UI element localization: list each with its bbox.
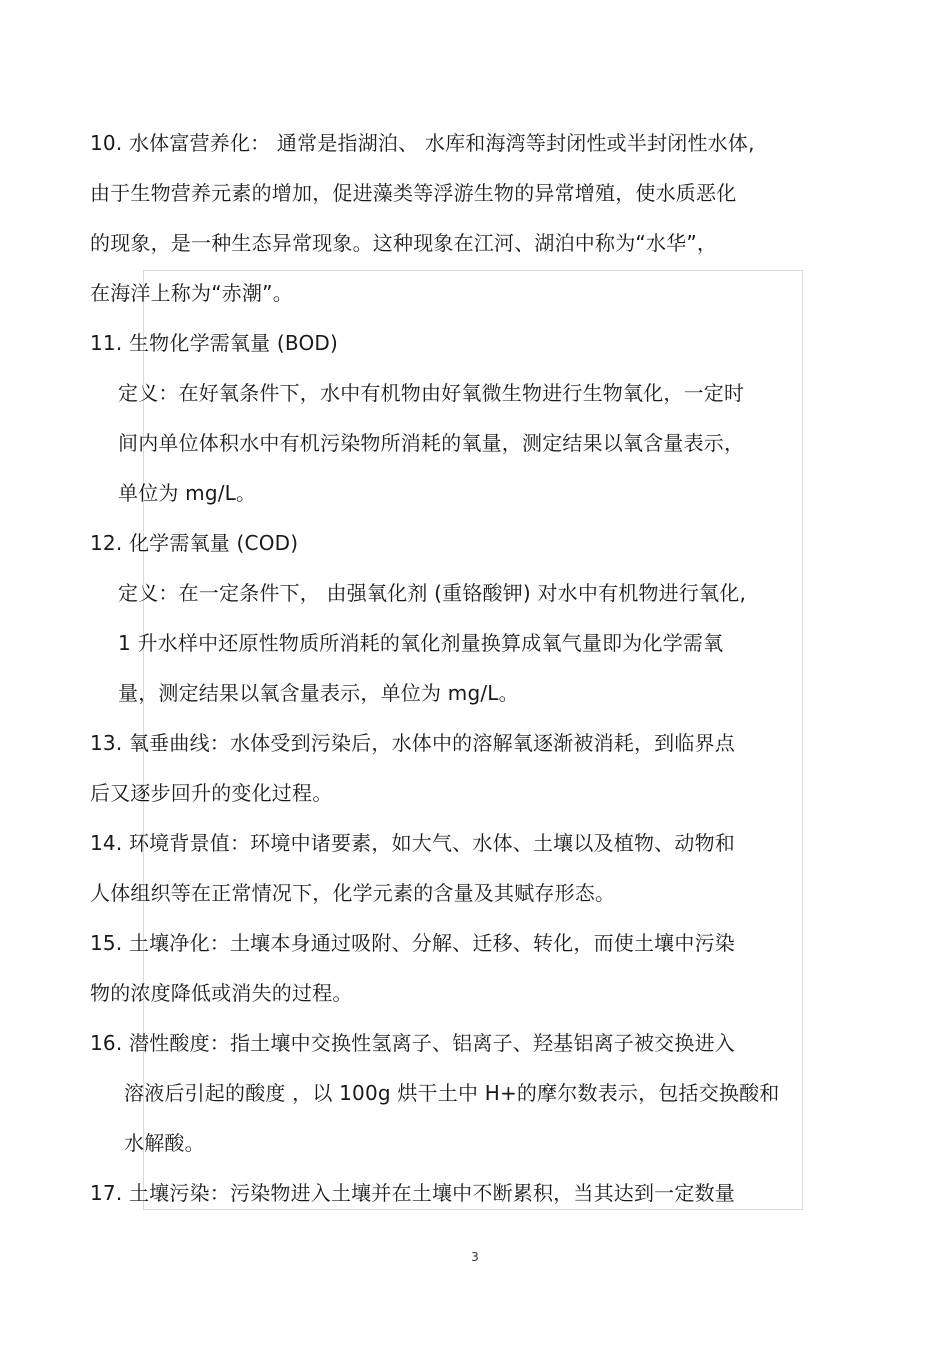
- text-line: 定义：在一定条件下， 由强氧化剂 (重铬酸钾) 对水中有机物进行氧化,: [118, 581, 747, 605]
- item-heading-background-value: 14. 环境背景值：环境中诸要素，如大气、水体、土壤以及植物、动物和: [90, 831, 735, 855]
- item-heading-cod: 12. 化学需氧量 (COD): [90, 531, 299, 555]
- text-line: 由于生物营养元素的增加，促进藻类等浮游生物的异常增殖，使水质恶化: [90, 181, 737, 205]
- item-heading-potential-acidity: 16. 潜性酸度：指土壤中交换性氢离子、铝离子、羟基铝离子被交换进入: [90, 1031, 735, 1055]
- text-line: 的现象，是一种生态异常现象。这种现象在江河、湖泊中称为“水华”，: [90, 231, 718, 255]
- text-line: 物的浓度降低或消失的过程。: [90, 981, 353, 1005]
- text-line: 量，测定结果以氧含量表示，单位为 mg/L。: [118, 681, 519, 705]
- text-line: 定义：在好氧条件下，水中有机物由好氧微生物进行生物氧化，一定时: [118, 381, 745, 405]
- text-line: 在海洋上称为“赤潮”。: [90, 281, 293, 305]
- item-heading-soil-pollution: 17. 土壤污染：污染物进入土壤并在土壤中不断累积，当其达到一定数量: [90, 1181, 735, 1205]
- text-line: 水解酸。: [124, 1131, 205, 1155]
- item-heading-oxygen-sag: 13. 氧垂曲线：水体受到污染后，水体中的溶解氧逐渐被消耗，到临界点: [90, 731, 735, 755]
- text-line: 溶液后引起的酸度 ，以 100g 烘干土中 H+的摩尔数表示，包括交换酸和: [124, 1081, 780, 1105]
- text-line: 间内单位体积水中有机污染物所消耗的氧量，测定结果以氧含量表示，: [118, 431, 745, 455]
- item-heading-soil-purification: 15. 土壤净化：土壤本身通过吸附、分解、迁移、转化，而使土壤中污染: [90, 931, 735, 955]
- text-line: 后又逐步回升的变化过程。: [90, 781, 333, 805]
- text-line: 单位为 mg/L。: [118, 481, 257, 505]
- item-heading-bod: 11. 生物化学需氧量 (BOD): [90, 331, 339, 355]
- text-line: 人体组织等在正常情况下，化学元素的含量及其赋存形态。: [90, 881, 616, 905]
- text-line: 10. 水体富营养化： 通常是指湖泊、 水库和海湾等封闭性或半封闭性水体,: [90, 131, 755, 155]
- page-number: 3: [471, 1250, 479, 1264]
- text-line: 1 升水样中还原性物质所消耗的氧化剂量换算成氧气量即为化学需氧: [118, 631, 724, 655]
